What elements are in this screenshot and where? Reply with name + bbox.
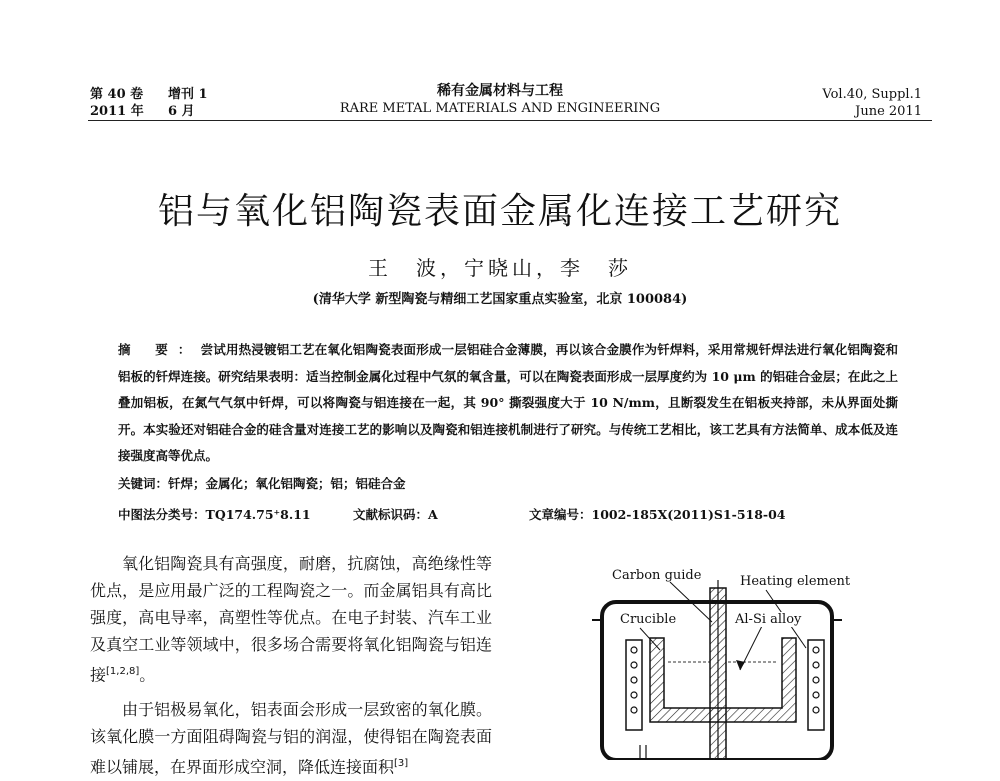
abstract-label: 摘 要： — [118, 342, 201, 357]
label-heating-element: Heating element — [740, 574, 851, 589]
volume-cn: 第 40 卷 — [90, 87, 144, 102]
volume-en: Vol.40, Suppl.1 — [822, 87, 922, 102]
para1-text: 氧化铝陶瓷具有高强度，耐磨，抗腐蚀，高绝缘性等优点，是应用最广泛的工程陶瓷之一。而金属铝具有高比强度，高电导率，高塑性等优点。在电子封装、汽车工业及真空工业等领域中，很多场合需要将氧化铝陶瓷与铝连接 — [90, 554, 492, 685]
label-crucible: Crucible — [620, 612, 677, 627]
label-carbon-guide: Carbon guide — [612, 568, 702, 583]
apparatus-figure — [590, 560, 860, 760]
doc-code-value: A — [428, 507, 438, 522]
article-no-label: 文章编号： — [529, 507, 592, 522]
para1-citation: [1,2,8] — [106, 666, 140, 677]
journal-en: RARE METAL MATERIALS AND ENGINEERING — [339, 101, 661, 116]
doc-code-label: 文献标识码： — [353, 507, 429, 522]
keywords-text: 钎焊；金属化；氧化铝陶瓷；铝；铝硅合金 — [168, 476, 406, 491]
para2-citation: [3] — [394, 758, 409, 770]
apparatus-diagram — [590, 560, 860, 760]
body-paragraph-2 — [90, 696, 492, 780]
keywords — [118, 474, 406, 492]
abstract — [118, 337, 898, 470]
year-cn: 2011 年 — [90, 104, 144, 119]
para2-text: 由于铝极易氧化，铝表面会形成一层致密的氧化膜。该氧化膜一方面阻碍陶瓷与铝的润湿，使得铝在陶瓷表面难以铺展，在界面形成空洞，降低连接面积 — [90, 700, 492, 777]
label-alsi-alloy: Al-Si alloy — [735, 612, 802, 627]
clc-value: TQ174.75⁺8.11 — [205, 507, 311, 522]
header-right — [822, 86, 922, 120]
classification-line — [118, 505, 786, 523]
body-column-left — [90, 550, 492, 781]
date-en: June 2011 — [855, 104, 922, 119]
clc-label: 中图法分类号： — [118, 507, 206, 522]
header-rule — [88, 120, 932, 121]
para1-end: 。 — [139, 665, 156, 685]
article-no-value: 1002-185X(2011)S1-518-04 — [591, 507, 786, 522]
abstract-text: 尝试用热浸镀铝工艺在氧化铝陶瓷表面形成一层铝硅合金薄膜，再以该合金膜作为钎焊料，采用常规钎焊法进行氧化铝陶瓷和铝板的钎焊连接。研究结果表明：适当控制金属化过程中气氛的氧含量，可以在陶瓷表面形成一层厚度约为 10 μm 的铝硅合金层；在此之上叠加铝板，在氮气气氛中钎焊，可以将陶瓷与铝连接在一起，其 90° 撕裂强度大于 10 N/mm，且断裂发生在铝板夹持部，未从界面处撕开。本实验还对铝硅合金的硅含量对连接工艺的影响以及陶瓷和铝连接机制进行了研究。与传统工艺相比，该工艺具有方法简单、成本低及连接强度高等优点。 — [118, 342, 898, 464]
issue-cn: 增刊 1 — [168, 87, 208, 102]
authors: 王 波，宁晓山，李 莎 — [368, 256, 632, 280]
body-paragraph-1 — [90, 550, 492, 688]
keywords-label: 关键词： — [118, 476, 169, 491]
journal-cn: 稀有金属材料与工程 — [437, 83, 563, 99]
affiliation: (清华大学 新型陶瓷与精细工艺国家重点实验室，北京 100084) — [312, 292, 688, 307]
month-cn: 6 月 — [168, 104, 195, 119]
paper-title: 铝与氧化铝陶瓷表面金属化连接工艺研究 — [157, 191, 842, 232]
